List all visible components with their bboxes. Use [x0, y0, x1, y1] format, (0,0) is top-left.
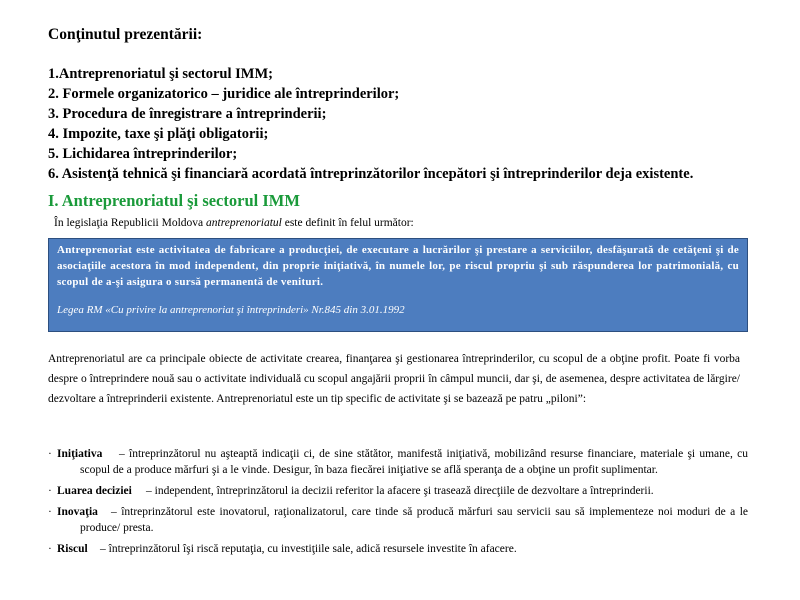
toc-item: 3. Procedura de înregistrare a întreprinderii; — [48, 106, 327, 122]
toc-item: 5. Lichidarea întreprinderilor; — [48, 146, 238, 162]
pillar-text: – întreprinzătorul nu aşteaptă indicaţii ci, de sine stătător, manifestă iniţiativă, mobilizând resurse financiare, materiale şi umane, cu scopul de a produce mărfuri şi a le vinde. Desigur, în baza fiecărei iniţiative se află speranţa de a obţine un profit suplimentar. — [80, 448, 748, 476]
intro-term: antreprenoriatul — [206, 217, 282, 229]
list-item — [48, 446, 748, 478]
intro-prefix: În legislaţia Republicii Moldova — [54, 217, 207, 229]
pillar-name: Inovaţia — [57, 506, 98, 518]
intro-suffix: este definit în felul următor: — [281, 217, 414, 229]
toc-item: 1.Antreprenoriatul şi sectorul IMM; — [48, 66, 273, 82]
pillar-text: – întreprinzătorul este inovatorul, raţionalizatorul, care tinde să producă mărfuri sau servicii sau să implementeze noi moduri de a le produce/ presta. — [80, 506, 748, 534]
list-item — [48, 483, 748, 499]
toc-item: 4. Impozite, taxe şi plăţi obligatorii; — [48, 126, 269, 142]
list-item — [48, 504, 748, 536]
pillars-list — [48, 446, 748, 562]
pillar-name: Luarea deciziei — [57, 485, 132, 497]
toc-item: 6. Asistenţă tehnică şi financiară acordată întreprinzătorilor începători şi întreprinderilor deja existente. — [48, 166, 694, 182]
toc-title: Conţinutul prezentării: — [48, 26, 203, 43]
bullet-icon: · — [48, 485, 52, 497]
bullet-icon: · — [48, 448, 52, 460]
intro-line — [54, 217, 414, 229]
section-title: I. Antreprenoriatul şi sectorul IMM — [48, 191, 300, 210]
pillar-name: Riscul — [57, 543, 88, 555]
toc-list — [48, 64, 693, 184]
pillar-text: – întreprinzătorul îşi riscă reputaţia, cu investiţiile sale, adică resursele investite în afacere. — [100, 543, 517, 555]
definition-text: Antreprenoriat este activitatea de fabricare a producţiei, de executare a lucrărilor şi prestare a serviciilor, desfăşurată de cetăţeni şi de asociaţiile acestora în mod independent, din proprie iniţiativă, în numele lor, pe riscul propriu şi sub răspunderea lor patrimonială, cu scopul de a-şi asigura o sursă permanentă de venituri. — [57, 244, 739, 288]
bullet-icon: · — [48, 543, 52, 555]
definition-box — [48, 238, 748, 332]
pillar-name: Iniţiativa — [57, 448, 103, 460]
list-item — [48, 541, 748, 557]
bullet-icon: · — [48, 506, 52, 518]
pillar-text: – independent, întreprinzătorul ia decizii referitor la afacere şi trasează direcţiile de dezvoltare a întreprinderii. — [146, 485, 654, 497]
toc-item: 2. Formele organizatorico – juridice ale întreprinderilor; — [48, 86, 400, 102]
definition-source: Legea RM «Cu privire la antreprenoriat şi întreprinderi» Nr.845 din 3.01.1992 — [57, 304, 405, 316]
body-paragraph: Antreprenoriatul are ca principale obiecte de activitate crearea, finanţarea şi gestionarea întreprinderilor, cu scopul de a obţine profit. Poate fi vorba despre o întreprindere nouă sau o activitate individuală cu scopul angajării proprii în câmpul muncii, dar şi, de asemenea, despre activitatea de lărgire/ dezvoltare a întreprinderii existente. Antreprenoriatul este un tip specific de activitate şi se bazează pe patru „piloni”: — [48, 353, 740, 405]
